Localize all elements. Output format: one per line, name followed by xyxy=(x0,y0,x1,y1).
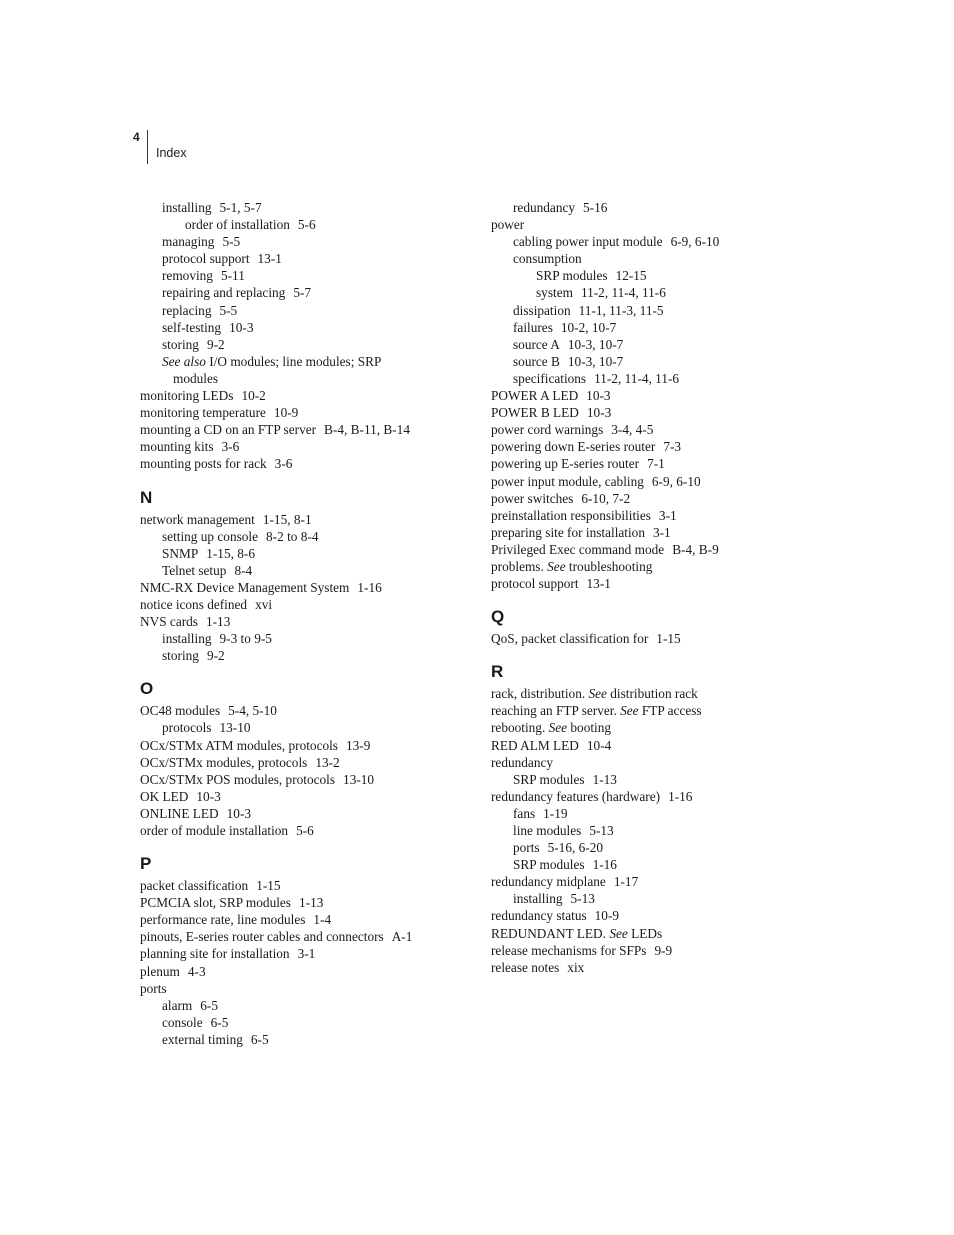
index-term: specifications xyxy=(513,370,587,386)
index-entry xyxy=(491,284,831,301)
index-term: storing xyxy=(162,648,199,664)
index-term: planning site for installation xyxy=(140,946,290,962)
index-term: redundancy xyxy=(491,754,554,770)
index-term: protocol support xyxy=(162,251,250,267)
index-entry xyxy=(140,719,480,736)
index-term: redundancy midplane xyxy=(491,874,606,890)
index-entry xyxy=(140,702,480,719)
index-entry xyxy=(140,1014,480,1031)
index-entry xyxy=(140,771,480,788)
index-entry xyxy=(491,630,831,647)
index-entry xyxy=(491,737,831,754)
index-term: QoS, packet classification for xyxy=(491,631,649,647)
index-term: packet classification xyxy=(140,878,249,894)
page-refs: 10-2 xyxy=(241,388,266,404)
page-refs: 13-9 xyxy=(346,737,371,753)
index-term: redundancy features (hardware) xyxy=(491,788,661,804)
index-entry xyxy=(491,771,831,788)
index-entry xyxy=(491,575,831,592)
page-refs: 7-1 xyxy=(647,456,665,472)
index-entry xyxy=(140,438,480,455)
page-refs: 5-13 xyxy=(589,823,614,838)
page-refs: 5-7 xyxy=(293,285,312,301)
page-refs: 4-3 xyxy=(187,963,206,979)
index-term: network management xyxy=(140,511,255,527)
index-term: self-testing xyxy=(162,319,222,335)
page-refs: 1-13 xyxy=(592,771,617,787)
index-entry xyxy=(140,596,480,613)
page-refs: 10-2, 10-7 xyxy=(560,319,617,335)
section-title: Index xyxy=(156,146,187,160)
index-term: performance rate, line modules xyxy=(140,912,306,928)
index-term: external timing xyxy=(162,1031,243,1047)
index-term: source B xyxy=(513,353,560,369)
see-reference: distribution rack xyxy=(610,686,698,702)
index-entry xyxy=(491,250,831,267)
page-refs: 13-2 xyxy=(315,754,340,770)
index-term: cabling power input module xyxy=(513,234,663,250)
index-term: replacing xyxy=(162,302,212,318)
index-term: removing xyxy=(162,268,213,284)
index-entry xyxy=(140,1031,480,1048)
index-term: release notes xyxy=(491,959,560,975)
page-refs: 1-13 xyxy=(299,895,324,911)
index-entry xyxy=(140,404,480,421)
index-letter-heading: O xyxy=(140,679,154,699)
index-entry xyxy=(140,250,480,267)
index-entry xyxy=(491,558,831,575)
index-entry xyxy=(491,925,831,942)
index-term: release mechanisms for SFPs xyxy=(491,942,647,958)
index-entry xyxy=(491,490,831,507)
index-entry xyxy=(491,788,831,805)
page-refs: 1-16 xyxy=(668,788,693,804)
index-entry xyxy=(140,737,480,754)
page-refs: 3-1 xyxy=(652,524,671,540)
index-term: plenum xyxy=(140,963,180,979)
index-term: reaching an FTP server. xyxy=(491,703,617,719)
page-refs: 5-4, 5-10 xyxy=(228,703,277,719)
index-term: REDUNDANT LED. xyxy=(491,925,606,941)
index-letter-heading: R xyxy=(491,662,504,682)
index-entry xyxy=(491,959,831,976)
page-refs: xvi xyxy=(255,596,273,612)
index-term: mounting posts for rack xyxy=(140,456,267,472)
page-refs: 10-3 xyxy=(586,405,612,421)
page-refs: B-4, B-11, B-14 xyxy=(324,422,410,438)
page-refs: 9-3 to 9-5 xyxy=(219,631,272,647)
page-refs: 1-15, 8-6 xyxy=(206,545,255,561)
index-term: repairing and replacing xyxy=(162,285,286,301)
index-entry xyxy=(491,438,831,455)
page-refs: 10-3 xyxy=(586,388,611,404)
index-term: NVS cards xyxy=(140,614,198,630)
page-refs: 3-4, 4-5 xyxy=(611,422,654,438)
index-entry xyxy=(140,216,480,233)
index-letter-heading: P xyxy=(140,854,152,874)
index-term: order of module installation xyxy=(140,823,289,838)
page-refs: 13-10 xyxy=(343,771,375,787)
index-term: redundancy xyxy=(513,200,576,215)
index-term: line modules xyxy=(513,823,582,838)
page-refs: 5-5 xyxy=(219,302,238,318)
index-column-left xyxy=(140,199,480,1048)
index-term: failures xyxy=(513,319,553,335)
index-term: system xyxy=(536,285,573,301)
see-label: See xyxy=(588,686,607,702)
page-refs: 13-1 xyxy=(257,251,282,267)
page-refs: 5-5 xyxy=(222,234,241,250)
page-refs: A-1 xyxy=(391,929,413,945)
index-term: ports xyxy=(513,840,540,856)
page-refs: 13-10 xyxy=(219,720,251,736)
index-entry xyxy=(140,284,480,301)
index-entry xyxy=(491,839,831,856)
index-term: OK LED xyxy=(140,788,189,804)
index-entry xyxy=(491,541,831,558)
index-term: power input module, cabling xyxy=(491,473,644,489)
index-term: SRP modules xyxy=(536,268,608,284)
page-refs: 6-5 xyxy=(210,1014,229,1030)
index-term: OC48 modules xyxy=(140,703,221,719)
page-refs: 10-3 xyxy=(229,319,254,335)
header-rule xyxy=(147,130,148,164)
page-refs: 9-9 xyxy=(654,942,673,958)
index-term: ONLINE LED xyxy=(140,805,219,821)
page-refs: 1-15, 8-1 xyxy=(262,511,312,527)
page-refs: 11-1, 11-3, 11-5 xyxy=(578,302,664,318)
index-term: notice icons defined xyxy=(140,596,248,612)
page-refs: 9-2 xyxy=(206,336,225,352)
index-term: mounting a CD on an FTP server xyxy=(140,422,317,438)
page-refs: 10-4 xyxy=(586,737,612,753)
page-refs: 5-13 xyxy=(570,891,595,907)
see-label: See xyxy=(547,558,566,574)
index-entry xyxy=(140,511,480,528)
index-letter-heading: Q xyxy=(491,607,505,627)
index-entry xyxy=(491,702,831,719)
index-term: preinstallation responsibilities xyxy=(491,507,651,523)
index-term: OCx/STMx modules, protocols xyxy=(140,754,308,770)
index-term: installing xyxy=(513,891,563,907)
index-term: consumption xyxy=(513,251,582,267)
page-refs: 5-16 xyxy=(583,200,608,215)
index-term: installing xyxy=(162,631,212,647)
page-refs: 6-9, 6-10 xyxy=(670,234,720,250)
index-term: powering down E-series router xyxy=(491,439,656,455)
index-term: setting up console xyxy=(162,528,259,544)
index-term: SNMP xyxy=(162,545,199,561)
index-entry xyxy=(140,647,480,664)
index-term: ports xyxy=(140,980,167,996)
index-entry xyxy=(140,980,480,997)
see-reference: booting xyxy=(570,720,612,736)
page-refs: 3-6 xyxy=(221,439,240,455)
index-entry xyxy=(140,370,480,387)
index-entry xyxy=(491,890,831,907)
page-refs: xix xyxy=(567,959,585,975)
page-refs: 5-16, 6-20 xyxy=(547,840,604,856)
index-term: protocols xyxy=(162,720,212,736)
index-entry xyxy=(140,233,480,250)
index-entry xyxy=(491,233,831,250)
index-entry xyxy=(140,199,480,216)
index-entry xyxy=(140,336,480,353)
page-refs: 1-13 xyxy=(205,614,231,630)
index-term: monitoring temperature xyxy=(140,405,266,421)
page-refs: 1-19 xyxy=(543,805,568,821)
index-term: SRP modules xyxy=(513,771,585,787)
index-entry xyxy=(140,997,480,1014)
index-entry xyxy=(491,942,831,959)
index-entry xyxy=(140,945,480,962)
page-refs: 10-3, 10-7 xyxy=(567,336,624,352)
index-term: storing xyxy=(162,336,199,352)
page-refs: 5-1, 5-7 xyxy=(219,200,262,215)
index-term: order of installation xyxy=(185,217,290,233)
page-refs: 6-5 xyxy=(200,997,219,1013)
page-refs: 3-1 xyxy=(297,946,316,962)
page-refs: 5-11 xyxy=(220,268,245,284)
index-term: modules xyxy=(173,370,219,386)
page-refs: 1-15 xyxy=(656,631,681,647)
page-refs: 5-6 xyxy=(296,823,314,838)
index-term: protocol support xyxy=(491,576,579,592)
index-entry xyxy=(491,507,831,524)
index-term: pinouts, E-series router cables and connectors xyxy=(140,929,384,945)
page-refs: 11-2, 11-4, 11-6 xyxy=(594,370,680,386)
index-term: problems. xyxy=(491,558,544,574)
index-entry xyxy=(140,630,480,647)
see-reference: FTP access xyxy=(641,703,702,719)
index-term: powering up E-series router xyxy=(491,456,640,472)
index-entry xyxy=(140,805,480,822)
page-refs: 10-9 xyxy=(594,908,620,924)
index-term: power xyxy=(491,217,525,233)
index-entry xyxy=(491,404,831,421)
index-entry xyxy=(140,562,480,579)
see-label: See xyxy=(609,925,628,941)
index-entry xyxy=(491,719,831,736)
index-entry xyxy=(140,911,480,928)
index-term: OCx/STMx POS modules, protocols xyxy=(140,771,336,787)
index-letter-heading: N xyxy=(140,487,153,507)
index-term: monitoring LEDs xyxy=(140,388,234,404)
index-term: POWER B LED xyxy=(491,405,579,421)
index-entry xyxy=(140,788,480,805)
index-entry xyxy=(491,754,831,771)
page-refs: 3-6 xyxy=(274,456,293,472)
index-entry xyxy=(491,455,831,472)
index-entry xyxy=(491,216,831,233)
index-term: power cord warnings xyxy=(491,422,604,438)
index-entry xyxy=(491,387,831,404)
index-entry xyxy=(140,963,480,980)
index-entry xyxy=(491,370,831,387)
index-term: alarm xyxy=(162,997,193,1013)
page-refs: 10-3 xyxy=(196,788,221,804)
index-entry xyxy=(140,387,480,404)
index-entry xyxy=(140,353,480,370)
index-entry xyxy=(140,894,480,911)
page-refs: 5-6 xyxy=(297,217,316,233)
index-entry xyxy=(140,545,480,562)
index-term: managing xyxy=(162,234,215,250)
page-refs: 8-4 xyxy=(234,562,253,578)
page-refs: 1-4 xyxy=(313,912,332,928)
index-entry xyxy=(491,421,831,438)
index-term: console xyxy=(162,1014,203,1030)
page-refs: 1-16 xyxy=(357,579,382,595)
page-refs: 10-9 xyxy=(273,405,299,421)
index-entry xyxy=(491,267,831,284)
index-term: installing xyxy=(162,200,212,215)
page-refs: 8-2 to 8-4 xyxy=(266,528,319,544)
index-entry xyxy=(140,754,480,771)
index-term: PCMCIA slot, SRP modules xyxy=(140,895,291,911)
index-entry xyxy=(140,267,480,284)
index-term: source A xyxy=(513,336,560,352)
see-also-label: See also xyxy=(162,353,206,369)
page-refs: 6-9, 6-10 xyxy=(651,473,701,489)
see-reference: troubleshooting xyxy=(568,558,653,574)
index-term: rebooting. xyxy=(491,720,546,736)
index-column-right xyxy=(491,199,831,976)
page-number: 4 xyxy=(133,130,140,144)
index-term: redundancy status xyxy=(491,908,587,924)
index-term: POWER A LED xyxy=(491,388,579,404)
see-label: See xyxy=(548,720,568,736)
index-entry xyxy=(140,421,480,438)
index-entry xyxy=(491,302,831,319)
index-entry xyxy=(491,805,831,822)
index-entry xyxy=(491,685,831,702)
index-entry xyxy=(140,528,480,545)
index-entry xyxy=(491,907,831,924)
page-refs: 6-10, 7-2 xyxy=(581,490,631,506)
page-refs: 1-16 xyxy=(592,857,617,873)
index-entry xyxy=(491,319,831,336)
index-entry xyxy=(491,353,831,370)
index-entry xyxy=(140,579,480,596)
index-entry xyxy=(491,873,831,890)
page-refs: 7-3 xyxy=(663,439,682,455)
index-entry xyxy=(140,455,480,472)
see-reference: LEDs xyxy=(631,925,663,941)
index-entry xyxy=(140,928,480,945)
page-refs: 6-5 xyxy=(250,1031,269,1047)
index-entry xyxy=(491,822,831,839)
index-term: Telnet setup xyxy=(162,562,227,578)
index-term: OCx/STMx ATM modules, protocols xyxy=(140,737,338,753)
index-term: dissipation xyxy=(513,302,571,318)
index-entry xyxy=(140,877,480,894)
index-term: power switches xyxy=(491,490,574,506)
index-entry xyxy=(140,302,480,319)
page-refs: 10-3 xyxy=(226,805,252,821)
page-refs: 11-2, 11-4, 11-6 xyxy=(580,285,666,301)
page-refs: 3-1 xyxy=(658,507,677,523)
index-term: mounting kits xyxy=(140,439,214,455)
index-entry xyxy=(491,856,831,873)
index-entry xyxy=(140,319,480,336)
index-entry xyxy=(491,524,831,541)
index-term: I/O modules; line modules; SRP xyxy=(209,353,382,369)
index-entry xyxy=(491,199,831,216)
page-refs: 12-15 xyxy=(615,268,647,284)
index-entry xyxy=(140,822,480,839)
index-term: rack, distribution. xyxy=(491,686,586,702)
page-refs: 10-3, 10-7 xyxy=(567,353,624,369)
index-term: Privileged Exec command mode xyxy=(491,541,665,557)
see-label: See xyxy=(620,703,639,719)
index-term: NMC-RX Device Management System xyxy=(140,579,350,595)
index-term: preparing site for installation xyxy=(491,524,645,540)
index-term: SRP modules xyxy=(513,857,585,873)
page-refs: 1-17 xyxy=(613,874,639,890)
index-entry xyxy=(140,613,480,630)
page-refs: 9-2 xyxy=(206,648,225,664)
index-term: fans xyxy=(513,805,536,821)
page-refs: B-4, B-9 xyxy=(672,541,719,557)
page-refs: 13-1 xyxy=(586,576,611,592)
index-term: RED ALM LED xyxy=(491,737,579,753)
page-refs: 1-15 xyxy=(256,878,281,894)
index-entry xyxy=(491,473,831,490)
index-entry xyxy=(491,336,831,353)
